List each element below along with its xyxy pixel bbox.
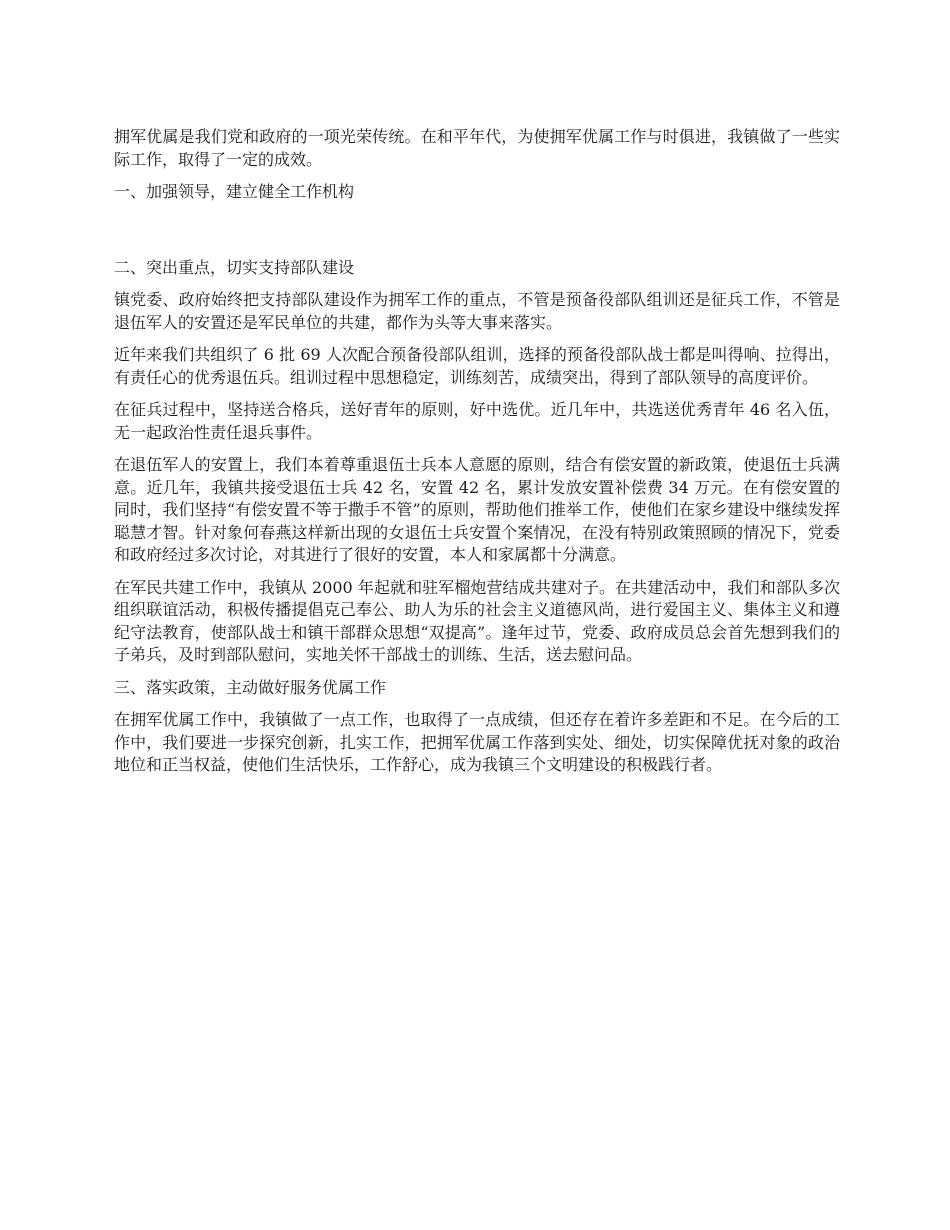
document-body: [114, 126, 840, 787]
paragraph-conscription: 在征兵过程中，坚持送合格兵，送好青年的原则，好中选优。近几年中，共选送优秀青年 46 名入伍，无一起政治性责任退兵事件。: [114, 400, 840, 442]
paragraph-veteran-placement: 在退伍军人的安置上，我们本着尊重退伍士兵本人意愿的原则，结合有偿安置的新政策，使退伍士兵满意。近几年，我镇共接受退伍士兵 42 名，安置 42 名，累计发放安置补偿费 34 万元。在有偿安置的同时，我们坚持“有偿安置不等于撒手不管”的原则，帮助他们推举工作，使他们在家乡建设中继续发挥聪慧才智。针对象何春燕这样新出现的女退伍士兵安置个案情况，在没有特别政策照顾的情况下，党委和政府经过多次讨论，对其进行了很好的安置，本人和家属都十分满意。: [114, 455, 840, 564]
section-heading-1: 一、加强领导，建立健全工作机构: [114, 182, 355, 201]
blank-space: [114, 214, 840, 257]
paragraph-support-troops: 镇党委、政府始终把支持部队建设作为拥军工作的重点，不管是预备役部队组训还是征兵工作，不管是退伍军人的安置还是军民单位的共建，都作为头等大事来落实。: [114, 290, 840, 332]
paragraph-conclusion: 在拥军优属工作中，我镇做了一点工作，也取得了一点成绩，但还存在着许多差距和不足。在今后的工作中，我们要进一步探究创新，扎实工作，把拥军优属工作落到实处、细处，切实保障优抚对象的政治地位和正当权益，使他们生活快乐，工作舒心，成为我镇三个文明建设的积极践行者。: [114, 710, 840, 774]
section-heading-2: 二、突出重点，切实支持部队建设: [114, 257, 355, 277]
intro-paragraph: 拥军优属是我们党和政府的一项光荣传统。在和平年代，为使拥军优属工作与时俱进，我镇做了一些实际工作，取得了一定的成效。: [114, 127, 840, 169]
paragraph-reserve-training: 近年来我们共组织了 6 批 69 人次配合预备役部队组训，选择的预备役部队战士都是叫得响、拉得出，有责任心的优秀退伍兵。组训过程中思想稳定，训练刻苦，成绩突出，得到了部队领导的高度评价。: [114, 345, 840, 387]
section-heading-3: 三、落实政策，主动做好服务优属工作: [114, 677, 387, 697]
paragraph-joint-construction: 在军民共建工作中，我镇从 2000 年起就和驻军榴炮营结成共建对子。在共建活动中，我们和部队多次组织联谊活动，积极传播提倡克己奉公、助人为乐的社会主义道德风尚，进行爱国主义、集体主义和遵纪守法教育，使部队战士和镇干部群众思想“双提高”。逢年过节，党委、政府成员总会首先想到我们的子弟兵，及时到部队慰问，实地关怀干部战士的训练、生活，送去慰问品。: [114, 577, 840, 664]
